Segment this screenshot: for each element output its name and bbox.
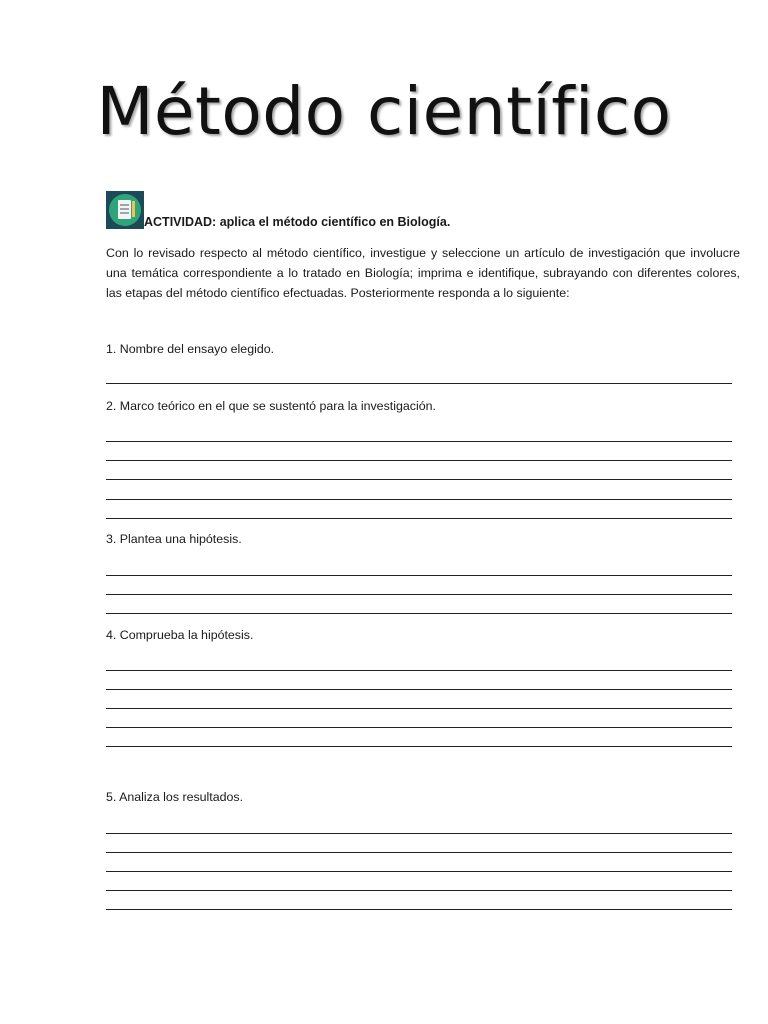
question-2: 2. Marco teórico en el que se sustentó para la investigación. [106, 399, 436, 413]
answer-line[interactable] [106, 594, 732, 595]
answer-line[interactable] [106, 708, 732, 709]
notebook-icon [106, 191, 144, 229]
activity-header [106, 189, 450, 229]
answer-line[interactable] [106, 890, 732, 891]
answer-line[interactable] [106, 575, 732, 576]
answer-line[interactable] [106, 383, 732, 384]
answer-line[interactable] [106, 727, 732, 728]
answer-line[interactable] [106, 499, 732, 500]
question-5: 5. Analiza los resultados. [106, 790, 244, 804]
question-4: 4. Comprueba la hipótesis. [106, 628, 254, 642]
answer-line[interactable] [106, 479, 732, 480]
answer-line[interactable] [106, 670, 732, 671]
answer-line[interactable] [106, 852, 732, 853]
answer-line[interactable] [106, 460, 732, 461]
activity-label: ACTIVIDAD: aplica el método científico en Biología. [144, 214, 451, 229]
answer-line[interactable] [106, 689, 732, 690]
page-title: Método científico [96, 73, 672, 150]
answer-line[interactable] [106, 871, 732, 872]
answer-line[interactable] [106, 613, 732, 614]
answer-line[interactable] [106, 746, 732, 747]
answer-line[interactable] [106, 909, 732, 910]
question-1: 1. Nombre del ensayo elegido. [106, 342, 275, 356]
answer-line[interactable] [106, 518, 732, 519]
answer-line[interactable] [106, 833, 732, 834]
answer-line[interactable] [106, 441, 732, 442]
question-3: 3. Plantea una hipótesis. [106, 532, 242, 546]
intro-paragraph: Con lo revisado respecto al método científico, investigue y seleccione un artículo de investigación que involucre una temática correspondiente a lo tratado en Biología; imprima e identifique, subrayando con diferentes colores, las etapas del método científico efectuadas. Posteriormente responda a lo siguiente: [106, 246, 740, 300]
